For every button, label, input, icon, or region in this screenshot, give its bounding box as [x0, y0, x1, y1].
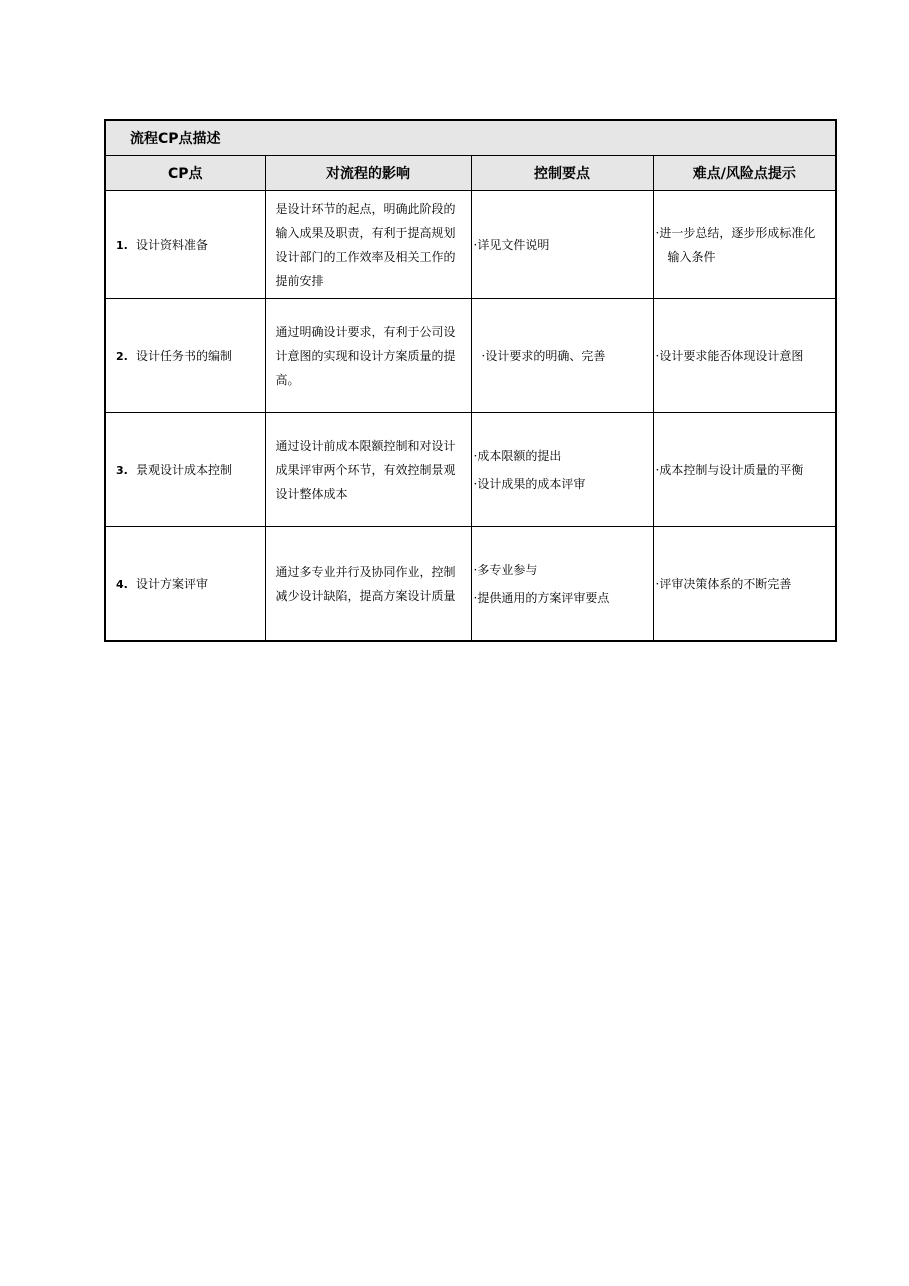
row-number: 4.	[116, 578, 128, 591]
table-title: 流程CP点描述	[105, 120, 836, 156]
table-row	[105, 191, 836, 299]
header-risk-hints: 难点/风险点提示	[653, 156, 836, 191]
table-row	[105, 413, 836, 527]
impact-cell: 通过明确设计要求，有利于公司设计意图的实现和设计方案质量的提高。	[265, 299, 471, 413]
impact-cell: 是设计环节的起点，明确此阶段的输入成果及职责，有利于提高规划设计部门的工作效率及相关工作的提前安排	[265, 191, 471, 299]
control-point-item: ·提供通用的方案评审要点	[473, 590, 610, 605]
risk-item: ·进一步总结，逐步形成标准化输入条件	[655, 225, 816, 264]
header-control-points: 控制要点	[471, 156, 653, 191]
impact-cell: 通过多专业并行及协同作业，控制减少设计缺陷，提高方案设计质量	[265, 527, 471, 642]
row-number: 3.	[116, 464, 128, 477]
risk-cell	[653, 527, 836, 642]
cp-point-cell	[105, 527, 265, 642]
risk-item: ·成本控制与设计质量的平衡	[655, 462, 804, 477]
control-points-cell	[471, 527, 653, 642]
cp-point-cell	[105, 191, 265, 299]
control-point-item: ·详见文件说明	[473, 237, 550, 252]
cp-point-name: 景观设计成本控制	[136, 463, 233, 477]
control-point-item: ·设计要求的明确、完善	[481, 348, 606, 363]
row-number: 1.	[116, 239, 128, 252]
cp-description-table	[104, 119, 837, 642]
control-point-item: ·设计成果的成本评审	[473, 476, 586, 491]
risk-cell	[653, 413, 836, 527]
cp-point-cell	[105, 299, 265, 413]
cp-point-name: 设计资料准备	[136, 238, 209, 252]
risk-item: ·设计要求能否体现设计意图	[655, 348, 804, 363]
control-points-cell	[471, 413, 653, 527]
table-row	[105, 527, 836, 642]
header-cp-point: CP点	[105, 156, 265, 191]
risk-item: ·评审决策体系的不断完善	[655, 576, 792, 591]
risk-cell	[653, 191, 836, 299]
impact-cell: 通过设计前成本限额控制和对设计成果评审两个环节，有效控制景观设计整体成本	[265, 413, 471, 527]
control-point-item: ·成本限额的提出	[473, 448, 562, 463]
control-point-item: ·多专业参与	[473, 562, 538, 577]
cp-point-name: 设计任务书的编制	[136, 349, 233, 363]
control-points-cell	[471, 191, 653, 299]
risk-cell	[653, 299, 836, 413]
cp-point-name: 设计方案评审	[136, 577, 209, 591]
table-row	[105, 299, 836, 413]
header-impact: 对流程的影响	[265, 156, 471, 191]
row-number: 2.	[116, 350, 128, 363]
control-points-cell	[471, 299, 653, 413]
cp-point-cell	[105, 413, 265, 527]
